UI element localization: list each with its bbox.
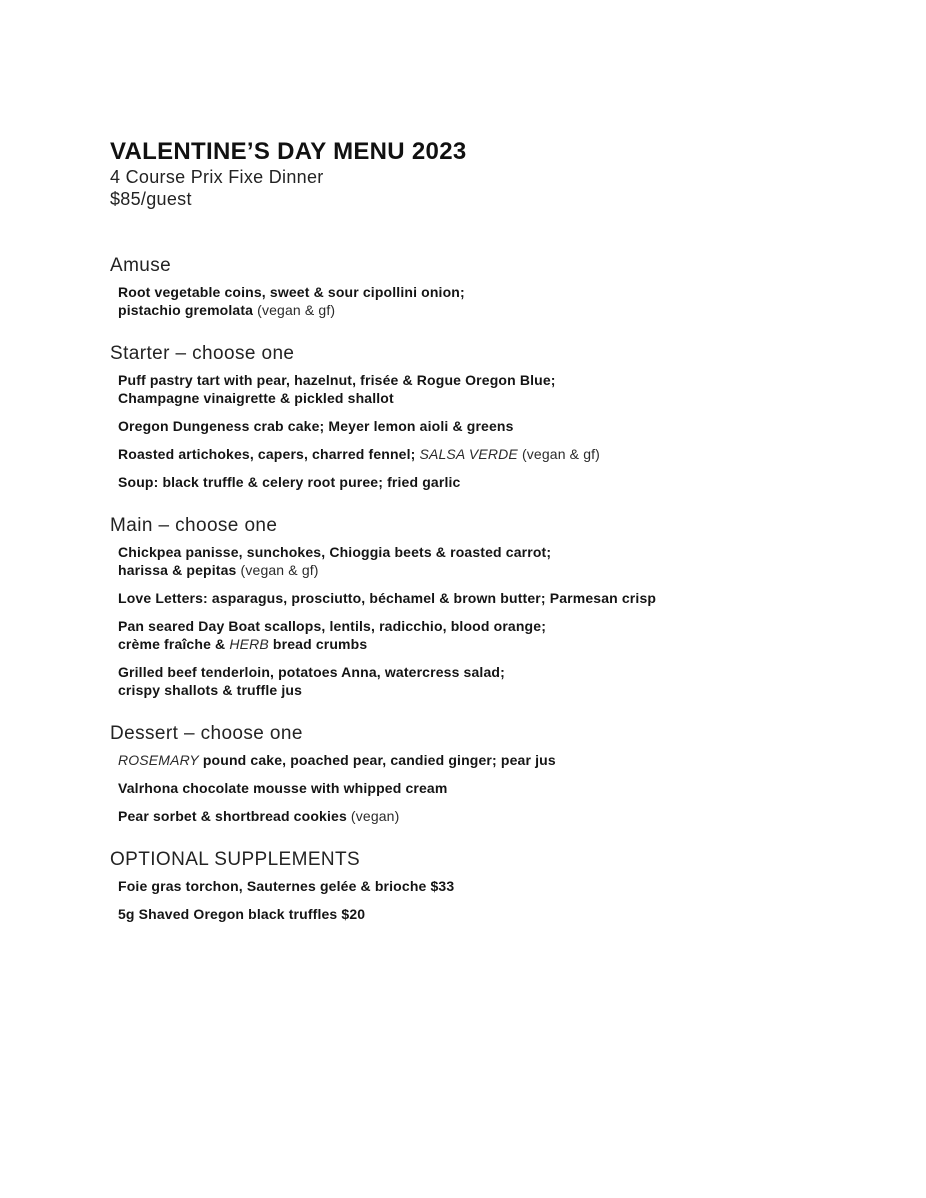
- menu-item: [110, 877, 856, 895]
- menu-text-segment: Pear sorbet & shortbread cookies: [118, 808, 347, 824]
- section-heading: OPTIONAL SUPPLEMENTS: [110, 849, 361, 870]
- menu-text-segment: (vegan & gf): [521, 446, 600, 462]
- menu-sections: [110, 254, 856, 923]
- menu-text-segment: Puff pastry tart with pear, hazelnut, frisée & Rogue Oregon Blue;: [118, 372, 556, 388]
- menu-text-segment: Foie gras torchon, Sauternes gelée & brioche $33: [118, 878, 455, 894]
- menu-text-segment: SALSA VERDE: [415, 446, 522, 462]
- menu-item: [110, 617, 856, 653]
- menu-text-segment: Chickpea panisse, sunchokes, Chioggia beets & roasted carrot;: [118, 544, 552, 560]
- menu-item: [110, 417, 856, 435]
- menu-content: [110, 138, 856, 923]
- menu-text-segment: Root vegetable coins, sweet & sour cipollini onion;: [118, 284, 465, 300]
- menu-text-segment: Roasted artichokes, capers, charred fennel;: [118, 446, 416, 462]
- section-heading: Main – choose one: [110, 515, 278, 536]
- menu-text-segment: (vegan & gf): [253, 302, 336, 318]
- menu-item: [110, 589, 856, 607]
- menu-text-segment: crème fraîche &: [118, 636, 230, 652]
- menu-text-segment: crispy shallots & truffle jus: [118, 682, 303, 698]
- menu-item: [110, 663, 856, 699]
- menu-item: [110, 751, 856, 769]
- section-heading: Starter – choose one: [110, 343, 295, 364]
- menu-text-segment: HERB: [229, 636, 269, 652]
- section-heading: Dessert – choose one: [110, 723, 303, 744]
- menu-text-segment: (vegan): [346, 808, 400, 824]
- menu-section: [110, 848, 856, 923]
- menu-subtitle: 4 Course Prix Fixe Dinner: [110, 167, 324, 187]
- section-heading: Amuse: [110, 255, 172, 276]
- menu-item: [110, 779, 856, 797]
- menu-text-segment: Soup: black truffle & celery root puree; fried garlic: [118, 474, 461, 490]
- menu-section: [110, 514, 856, 699]
- menu-item: [110, 445, 856, 463]
- menu-item: [110, 905, 856, 923]
- menu-text-segment: ROSEMARY: [118, 752, 199, 768]
- menu-section: [110, 342, 856, 491]
- menu-text-segment: Valrhona chocolate mousse with whipped cream: [118, 780, 448, 796]
- menu-text-segment: Pan seared Day Boat scallops, lentils, radicchio, blood orange;: [118, 618, 547, 634]
- menu-section: [110, 722, 856, 825]
- menu-text-segment: 5g Shaved Oregon black truffles $20: [118, 906, 366, 922]
- menu-item: [110, 543, 856, 579]
- menu-item: [110, 473, 856, 491]
- page-title: VALENTINE’S DAY MENU 2023: [110, 138, 467, 165]
- menu-text-segment: pistachio gremolata: [118, 302, 254, 318]
- menu-item: [110, 283, 856, 319]
- menu-item: [110, 807, 856, 825]
- menu-price: $85/guest: [110, 189, 192, 209]
- menu-text-segment: (vegan & gf): [236, 562, 319, 578]
- menu-text-segment: harissa & pepitas: [118, 562, 237, 578]
- menu-text-segment: Champagne vinaigrette & pickled shallot: [118, 390, 394, 406]
- menu-text-segment: Oregon Dungeness crab cake; Meyer lemon aioli & greens: [118, 418, 514, 434]
- menu-text-segment: pound cake, poached pear, candied ginger; pear jus: [198, 752, 556, 768]
- menu-header: [110, 138, 856, 210]
- menu-text-segment: Love Letters: asparagus, prosciutto, béchamel & brown butter; Parmesan crisp: [118, 590, 657, 606]
- menu-item: [110, 371, 856, 407]
- menu-text-segment: Grilled beef tenderloin, potatoes Anna, watercress salad;: [118, 664, 505, 680]
- menu-section: [110, 254, 856, 319]
- menu-text-segment: bread crumbs: [268, 636, 368, 652]
